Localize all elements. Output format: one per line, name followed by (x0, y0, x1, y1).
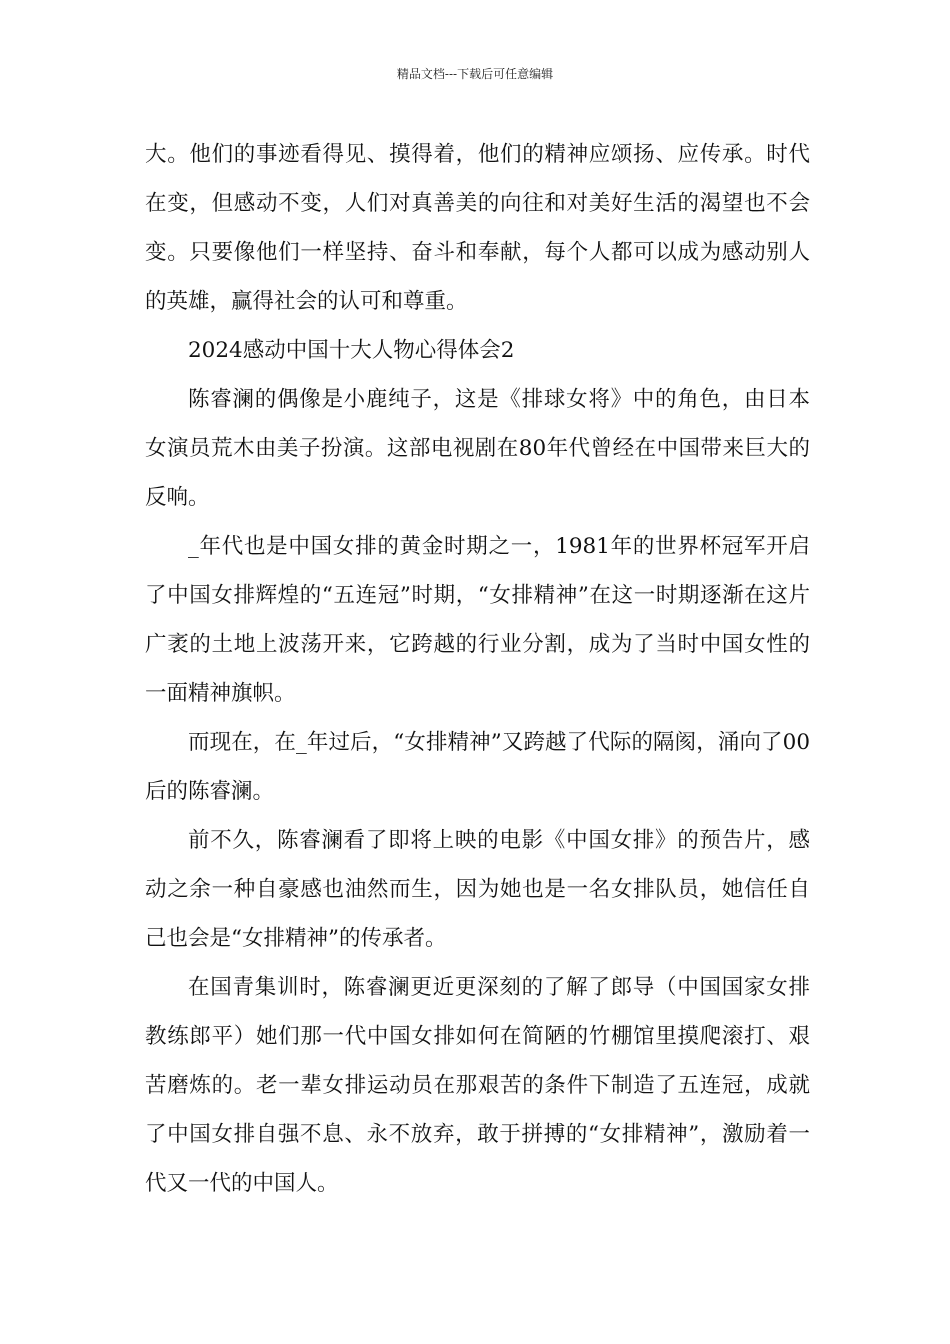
paragraph: 陈睿澜的偶像是小鹿纯子，这是《排球女将》中的角色，由日本女演员荒木由美子扮演。这部电视剧在80年代曾经在中国带来巨大的反响。 (145, 387, 810, 510)
paragraph: _年代也是中国女排的黄金时期之一，1981年的世界杯冠军开启了中国女排辉煌的“五连冠”时期，“女排精神”在这一时期逐渐在这片广袤的土地上波荡开来，它跨越的行业分割，成为了当时中国女性的一面精神旗帜。 (145, 534, 810, 706)
page-header: 精品文档---下载后可任意编辑 (396, 67, 554, 81)
paragraph: 前不久，陈睿澜看了即将上映的电影《中国女排》的预告片，感动之余一种自豪感也油然而生，因为她也是一名女排队员，她信任自己也会是“女排精神”的传承者。 (145, 828, 810, 951)
document-body (145, 130, 810, 1208)
paragraph: 在国青集训时，陈睿澜更近更深刻的了解了郎导（中国国家女排教练郎平）她们那一代中国女排如何在简陋的竹棚馆里摸爬滚打、艰苦磨炼的。老一辈女排运动员在那艰苦的条件下制造了五连冠，成就了中国女排自强不息、永不放弃，敢于拼搏的“女排精神”，激励着一代又一代的中国人。 (145, 975, 810, 1196)
paragraph: 而现在，在_年过后，“女排精神”又跨越了代际的隔阂，涌向了00后的陈睿澜。 (145, 730, 810, 804)
paragraph-continuation: 大。他们的事迹看得见、摸得着，他们的精神应颂扬、应传承。时代在变，但感动不变，人们对真善美的向往和对美好生活的渴望也不会变。只要像他们一样坚持、奋斗和奉献，每个人都可以成为感动别人的英雄，赢得社会的认可和尊重。 (145, 142, 810, 314)
section-heading: 2024感动中国十大人物心得体会2 (188, 338, 515, 363)
